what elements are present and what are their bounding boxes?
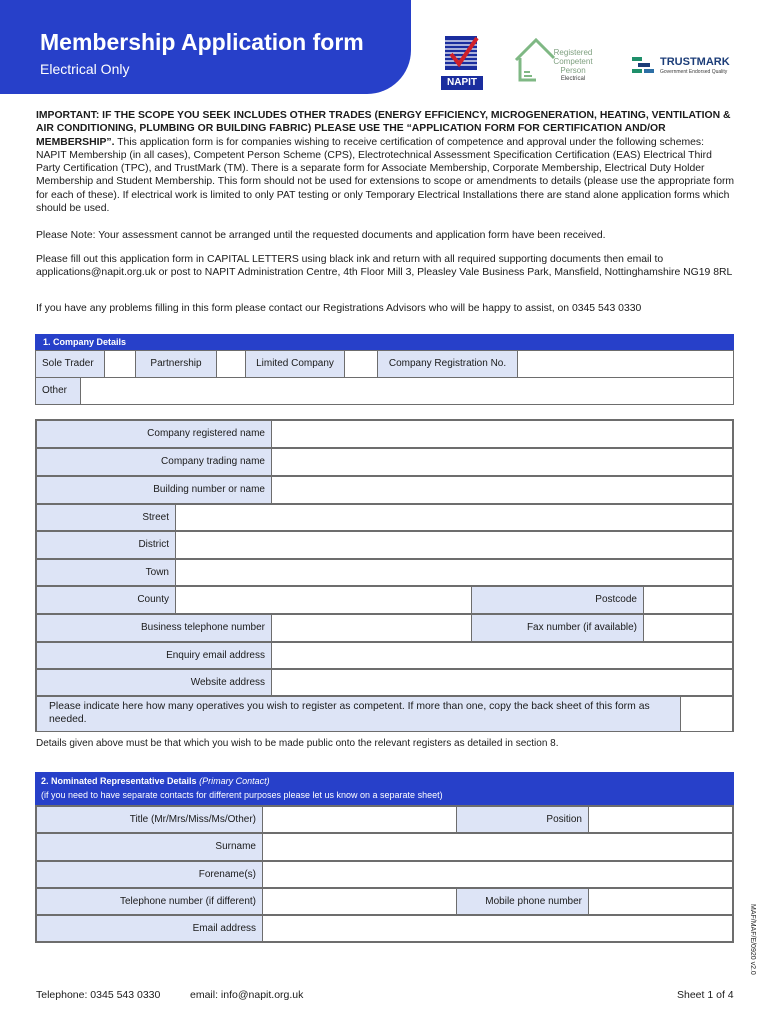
rep-title-label: Title (Mr/Mrs/Miss/Ms/Other) — [36, 806, 263, 833]
rcp-logo-text — [542, 48, 604, 84]
trustmark-logo — [630, 54, 735, 80]
fax-field[interactable] — [643, 614, 733, 642]
rep-email-label: Email address — [36, 915, 263, 942]
postcode-label: Postcode — [471, 586, 644, 614]
section2-subheading: (if you need to have separate contacts for different purposes please let us know on a separate sheet) — [41, 790, 443, 800]
page-title: Membership Application form — [40, 29, 364, 55]
other-label: Other — [35, 377, 81, 405]
registered-name-field[interactable] — [271, 420, 733, 448]
header-banner — [0, 0, 411, 94]
enquiry-email-field[interactable] — [271, 642, 733, 669]
website-label: Website address — [36, 669, 272, 696]
rep-surname-label: Surname — [36, 833, 263, 861]
phone-label: Business telephone number — [36, 614, 272, 642]
trustmark-text: TRUSTMARK — [660, 56, 730, 68]
building-label: Building number or name — [36, 476, 272, 504]
rep-position-label: Position — [456, 806, 589, 833]
partnership-checkbox[interactable] — [216, 350, 246, 378]
sole-trader-checkbox[interactable] — [104, 350, 136, 378]
rep-telephone-label: Telephone number (if different) — [36, 888, 263, 915]
footer-telephone: Telephone: 0345 543 0330 — [36, 989, 161, 1001]
section2-heading — [35, 772, 734, 806]
operatives-count-field[interactable] — [680, 696, 733, 732]
rcp-line-3: Person — [560, 66, 586, 75]
postcode-field[interactable] — [643, 586, 733, 614]
fill-paragraph: Please fill out this application form in CAPITAL LETTERS using black ink and return with all required supporting documents then email to applications@napit.org.uk or post to NAPIT Administration Centre, 4th Floor Mill 3, Pleasley Vale Business Park, Mansfield, Nottinghamshire NG19 8RL — [36, 254, 733, 279]
rep-mobile-field[interactable] — [588, 888, 733, 915]
operatives-label: Please indicate here how many operatives you wish to register as competent. If more than one, copy the back sheet of this form as needed. — [36, 696, 681, 732]
district-label: District — [36, 531, 176, 559]
trustmark-sub: Government Endorsed Quality — [660, 69, 728, 75]
limited-company-checkbox[interactable] — [344, 350, 378, 378]
rep-mobile-label: Mobile phone number — [456, 888, 589, 915]
form-version-text: MAF/MAF/E/0920 v2.0 — [749, 904, 756, 975]
footer-sheet-number: Sheet 1 of 4 — [677, 989, 734, 1001]
company-reg-no-label: Company Registration No. — [377, 350, 518, 378]
rcp-sub: Electrical — [560, 76, 586, 82]
rep-forenames-label: Forename(s) — [36, 861, 263, 888]
trustmark-icon — [630, 55, 656, 77]
form-version-code — [744, 904, 758, 988]
trading-name-label: Company trading name — [36, 448, 272, 476]
county-label: County — [36, 586, 176, 614]
registered-name-label: Company registered name — [36, 420, 272, 448]
rep-forenames-field[interactable] — [262, 861, 733, 888]
fax-label: Fax number (if available) — [471, 614, 644, 642]
napit-logo — [441, 32, 483, 92]
rep-surname-field[interactable] — [262, 833, 733, 861]
section2-title: 2. Nominated Representative Details — [41, 776, 197, 786]
rep-email-field[interactable] — [262, 915, 733, 942]
town-label: Town — [36, 559, 176, 586]
important-bold: IMPORTANT: IF THE SCOPE YOU SEEK INCLUDES OTHER TRADES (ENERGY EFFICIENCY, MICROGENERATION, HEATING, VENTILATION & AIR CONDITIONING, PLUMBING OR BUILDING FABRIC) PLEASE USE THE “APPLICATION FORM FOR CERTIFICATION AND/OR MEMBERSHIP”. — [36, 110, 731, 148]
sole-trader-label: Sole Trader — [35, 350, 105, 378]
problems-paragraph: If you have any problems filling in this form please contact our Registrations Advisors who will be happy to assist, on 0345 543 0330 — [36, 303, 642, 314]
district-field[interactable] — [175, 531, 733, 559]
partnership-label: Partnership — [135, 350, 217, 378]
website-field[interactable] — [271, 669, 733, 696]
napit-logo-text: NAPIT — [441, 76, 483, 90]
limited-company-label: Limited Company — [245, 350, 345, 378]
enquiry-email-label: Enquiry email address — [36, 642, 272, 669]
other-field[interactable] — [80, 377, 734, 405]
rep-title-field[interactable] — [262, 806, 457, 833]
building-field[interactable] — [271, 476, 733, 504]
section2-title-italic: (Primary Contact) — [199, 776, 270, 786]
footer-email[interactable]: email: info@napit.org.uk — [190, 989, 304, 1001]
rcp-line-1: Registered — [553, 48, 593, 57]
street-label: Street — [36, 504, 176, 531]
rep-telephone-field[interactable] — [262, 888, 457, 915]
important-rest: This application form is for companies wishing to receive certification of competence and approval under the following schemes: NAPIT Membership (in all cases), Competent Person Scheme (CPS), Electrotechnical Assessment Specification Certification (EAS) Electrical Third Party Certification (TPC), and TrustMark (TM). There is a separate form for Associate Membership, Corporate Membership, Electrical Duty Holder Membership and Student Membership. This form should not be used for extensions to scope or amendments to details (please use the appropriate form for each of these). If electrical work is limited to only PAT testing or only Temporary Electrical Installations there are stand alone application forms which should be used. — [36, 136, 735, 215]
page-subtitle: Electrical Only — [40, 61, 130, 77]
street-field[interactable] — [175, 504, 733, 531]
trading-name-field[interactable] — [271, 448, 733, 476]
town-field[interactable] — [175, 559, 733, 586]
public-registers-note: Details given above must be that which you wish to be made public onto the relevant registers as detailed in section 8. — [36, 738, 559, 749]
napit-check-icon — [443, 34, 479, 72]
company-reg-no-field[interactable] — [517, 350, 734, 378]
note-paragraph: Please Note: Your assessment cannot be arranged until the requested documents and application form have been received. — [36, 230, 606, 241]
important-paragraph — [36, 109, 736, 215]
registered-competent-person-logo — [510, 36, 602, 84]
phone-field[interactable] — [271, 614, 472, 642]
rcp-line-2: Competent — [553, 57, 593, 66]
county-field[interactable] — [175, 586, 472, 614]
rep-position-field[interactable] — [588, 806, 733, 833]
section1-heading: 1. Company Details — [35, 334, 734, 350]
